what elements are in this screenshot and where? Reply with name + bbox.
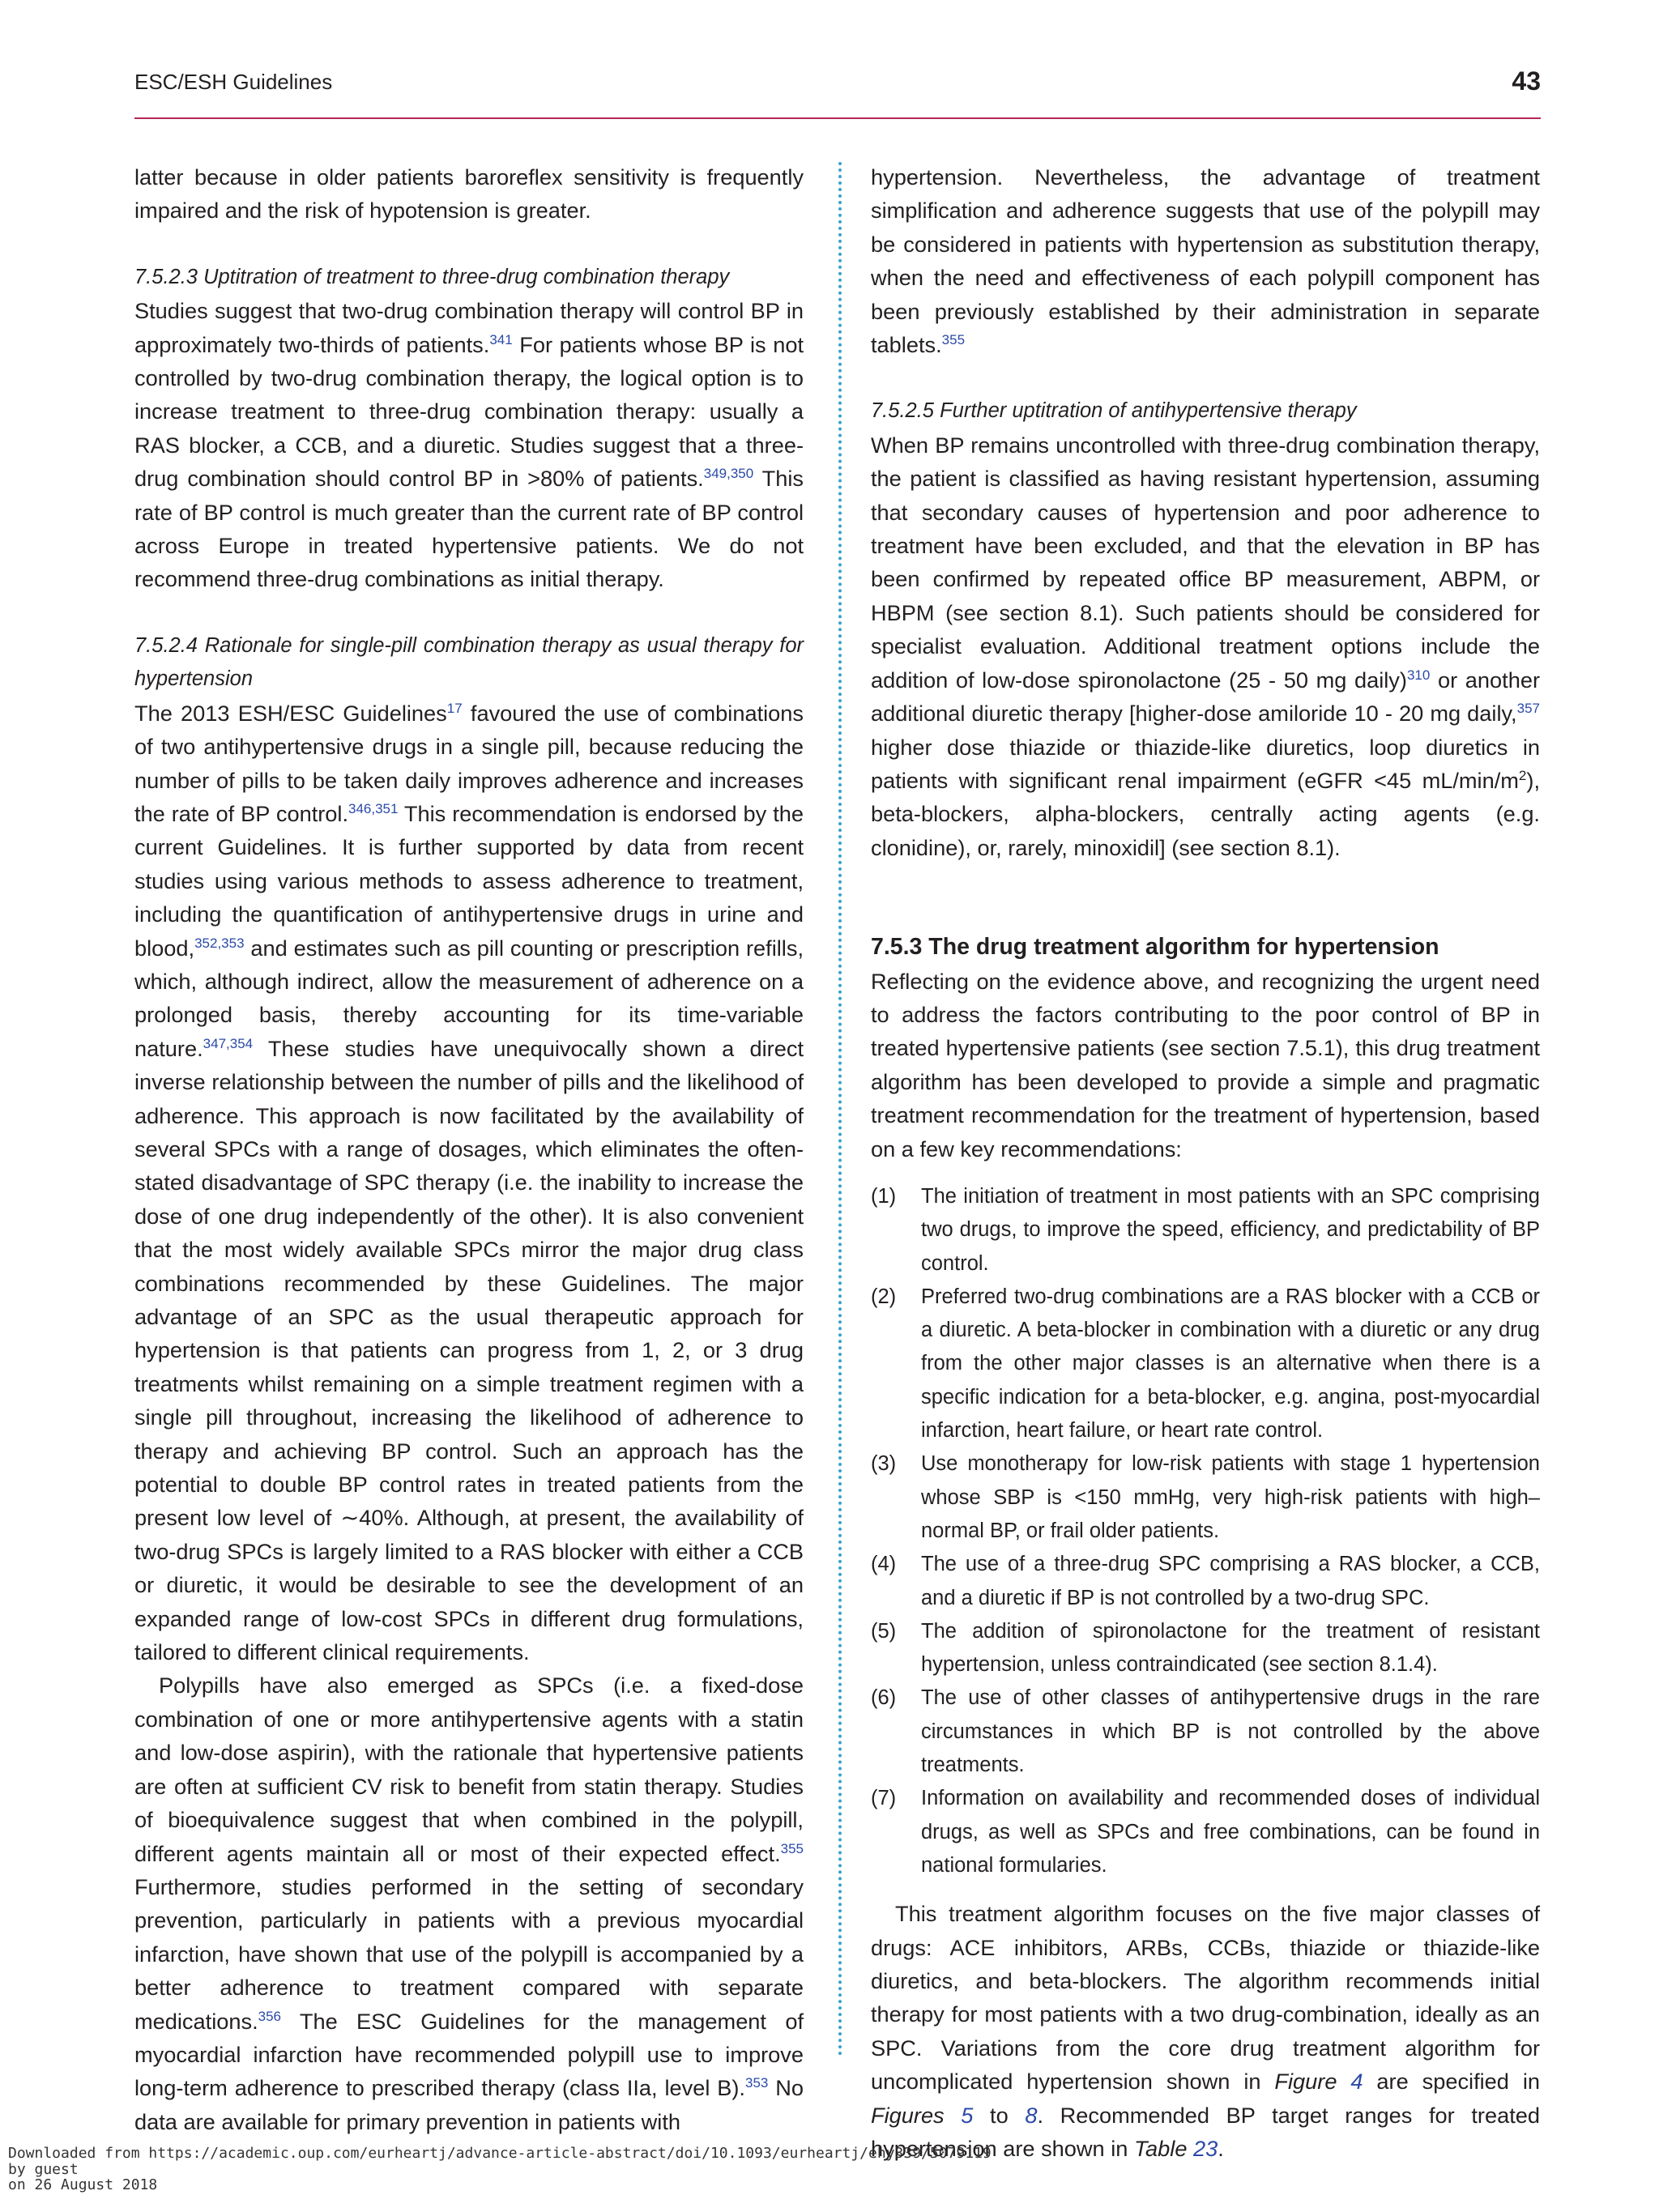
list-item: (7) Information on availability and recommended doses of individual drugs, as well as SPCs and free combinations, can be found in national formularies. — [871, 1787, 1540, 1877]
list-item: (3) Use monotherapy for low-risk patients with stage 1 hypertension whose SBP is <150 mmHg, very high-risk patients with high–normal BP, or frail older patients. — [871, 1452, 1540, 1542]
citation-link[interactable]: 353 — [745, 2075, 769, 2091]
figure-link[interactable]: 4 — [1350, 2069, 1363, 2095]
citation-link[interactable]: 17 — [446, 700, 463, 716]
citation-link[interactable]: 356 — [258, 2008, 281, 2024]
paragraph: hypertension. Nevertheless, the advantage of treatment simplification and adherence suggests that use of the polypill may be considered in patients with hypertension as substitution therapy, when the need and effectiveness of each polypill component has been previously established by their administration in separate tablets.$^{355}$ — [871, 164, 1540, 358]
paragraph: Polypills have also emerged as SPCs (i.e. a fixed-dose combination of one or more antihypertensive agents with a statin and low-dose aspirin), with the rationale that hypertensive patients are often at sufficient CV risk to benefit from statin therapy. Studies of bioequivalence suggest that when combined in the polypill, different agents maintain all or most of their expected effect.$^{355}$ Furthermore, studies performed in the setting of secondary prevention, particularly in patients with a previous myocardial infarction, have shown that use of the polypill is accompanied by a better adherence to treatment compared with separate medications.$^{356}$ The ESC Guidelines for the management of myocardial infarction have recommended polypill use to improve long-term adherence to prescribed therapy (class IIa, level B).$^{353}$ No data are available for primary prevention in patients with — [134, 1673, 804, 2134]
list-item: (5) The addition of spironolactone for the treatment of resistant hypertension, unless contraindicated (see section 8.1.4). — [871, 1619, 1540, 1677]
list-item: (2) Preferred two-drug combinations are a RAS blocker with a CCB or a diuretic. A beta-blocker in combination with a diuretic or any drug from the other major classes is an alternative when there is a specific indication for a beta-blocker, e.g. angina, post-myocardial infarction, heart failure, or heart rate control. — [871, 1285, 1540, 1443]
citation-link[interactable]: 352,353 — [194, 935, 245, 951]
page-number: 43 — [1512, 66, 1541, 96]
citation-link[interactable]: 349,350 — [703, 466, 754, 482]
citation-link[interactable]: 355 — [780, 1840, 804, 1856]
paragraph: When BP remains uncontrolled with three-drug combination therapy, the patient is classified as having resistant hypertension, assuming that secondary causes of hypertension and poor adherence to treatment have been excluded, and that the elevation in BP has been confirmed by repeated office BP measurement, ABPM, or HBPM (see section 8.1). Such patients should be considered for specialist evaluation. Additional treatment options include the addition of low-dose spironolactone (25 - 50 mg daily)$^{310}$ or another additional diuretic therapy [higher-dose amiloride 10 - 20 mg daily,$^{357}$ higher dose thiazide or thiazide-like diuretics, loop diuretics in patients with significant renal impairment (eGFR <45 $mL/\min/m^2$), beta-blockers, alpha-blockers, centrally acting agents (e.g. clonidine), or, rarely, minoxidil] (see section 8.1). — [871, 432, 1540, 860]
citation-link[interactable]: 310 — [1406, 667, 1431, 683]
citation-link[interactable]: 346,351 — [348, 800, 399, 816]
citation-link[interactable]: 355 — [941, 331, 966, 347]
section-heading-7-5-3: 7.5.3 The drug treatment algorithm for hypertension — [871, 934, 1439, 961]
table-link[interactable]: 23 — [1193, 2136, 1218, 2162]
superscript: 2 — [1518, 767, 1527, 783]
download-watermark: Downloaded from https://academic.oup.com/eurheartj/advance-article-abstract/doi/10.1093/eurheartj/ehy339/5079119 by guest on 26 August 2018 — [8, 2145, 992, 2193]
paragraph: The 2013 ESH/ESC Guidelines$^{17}$ favoured the use of combinations of two antihypertensive drugs in a single pill, because reducing the number of pills to be taken daily improves adherence and increases the rate of BP control.$^{346,351}$ This recommendation is endorsed by the current Guidelines. It is further supported by data from recent studies using various methods to assess adherence to treatment, including the quantification of antihypertensive drugs in urine and blood,$^{352,353}$ and estimates such as pill counting or prescription refills, which, although indirect, allow the measurement of adherence on a prolonged basis, thereby accounting for its time-variable nature.$^{347,354}$ These studies have unequivocally shown a direct inverse relationship between the number of pills and the likelihood of adherence. This approach is now facilitated by the availability of several SPCs with a range of dosages, which eliminates the often-stated disadvantage of SPC therapy (i.e. the inability to increase the dose of one drug independently of the other). It is also convenient that the most widely available SPCs mirror the major drug class combinations recommended by these Guidelines. The major advantage of an SPC as the usual therapeutic approach for hypertension is that patients can progress from 1, 2, or 3 drug treatments whilst remaining on a simple treatment regimen with a single pill throughout, increasing the likelihood of adherence to therapy and achieving BP control. Such an approach has the potential to double BP control rates in treated patients from the present low level of ∼40%. Although, at present, the availability of two-drug SPCs is largely limited to a RAS blocker with either a CCB or diuretic, it would be desirable to see the development of an expanded range of low-cost SPCs in different drug formulations, tailored to different clinical requirements. — [134, 700, 804, 1665]
paragraph: This treatment algorithm focuses on the five major classes of drugs: ACE inhibitors, ARBs, CCBs, thiazide or thiazide-like diuretics, and beta-blockers. The algorithm recommends initial therapy for most patients with a two drug-combination, ideally as an SPC. Variations from the core drug treatment algorithm for uncomplicated hypertension shown in Figure 4 are specified in Figures 5 to 8. Recommended BP target ranges for treated hypertension are shown in Table 23. — [871, 1901, 1540, 2162]
citation-link[interactable]: 347,354 — [203, 1035, 254, 1051]
page-header — [134, 66, 1541, 102]
figure-link[interactable]: 5 — [961, 2102, 974, 2128]
recommendation-list — [871, 1180, 1540, 1882]
running-title: ESC/ESH Guidelines — [134, 70, 333, 94]
column-separator — [838, 162, 842, 2057]
header-rule — [134, 117, 1541, 119]
figure-link[interactable]: 8 — [1025, 2102, 1038, 2128]
citation-link[interactable]: 341 — [489, 331, 513, 347]
subsection-heading-7-5-2-3: 7.5.2.3 Uptitration of treatment to three-drug combination therapy — [134, 265, 730, 288]
left-column — [134, 160, 804, 2138]
list-item: (6) The use of other classes of antihypertensive drugs in the rare circumstances in which BP is not controlled by the above treatments. — [871, 1686, 1540, 1777]
right-column — [871, 160, 1540, 2165]
subsection-heading-7-5-2-4: 7.5.2.4 Rationale for single-pill combination therapy as usual therapy for hypertension — [134, 633, 804, 691]
paragraph: latter because in older patients baroreflex sensitivity is frequently impaired and the risk of hypotension is greater. — [134, 164, 804, 224]
citation-link[interactable]: 357 — [1516, 701, 1540, 717]
paragraph: Reflecting on the evidence above, and recognizing the urgent need to address the factors contributing to the poor control of BP in treated hypertensive patients (see section 7.5.1), this drug treatment algorithm has been developed to provide a simple and pragmatic treatment recommendation for the treatment of hypertension, based on a few key recommendations: — [871, 968, 1540, 1161]
paragraph: Studies suggest that two-drug combination therapy will control BP in approximately two-thirds of patients.$^{341}$ For patients whose BP is not controlled by two-drug combination therapy, the logical option is to increase treatment to three-drug combination therapy: usually a RAS blocker, a CCB, and a diuretic. Studies suggest that a three-drug combination should control BP in >80% of patients.$^{349,350}$ This rate of BP control is much greater than the current rate of BP control across Europe in treated hypertensive patients. We do not recommend three-drug combinations as initial therapy. — [134, 298, 804, 592]
list-item: (4) The use of a three-drug SPC comprising a RAS blocker, a CCB, and a diuretic if BP is not controlled by a two-drug SPC. — [871, 1553, 1540, 1609]
list-item: (1) The initiation of treatment in most patients with an SPC comprising two drugs, to improve the speed, efficiency, and predictability of BP control. — [871, 1184, 1540, 1275]
subsection-heading-7-5-2-5: 7.5.2.5 Further uptitration of antihypertensive therapy — [871, 399, 1357, 423]
